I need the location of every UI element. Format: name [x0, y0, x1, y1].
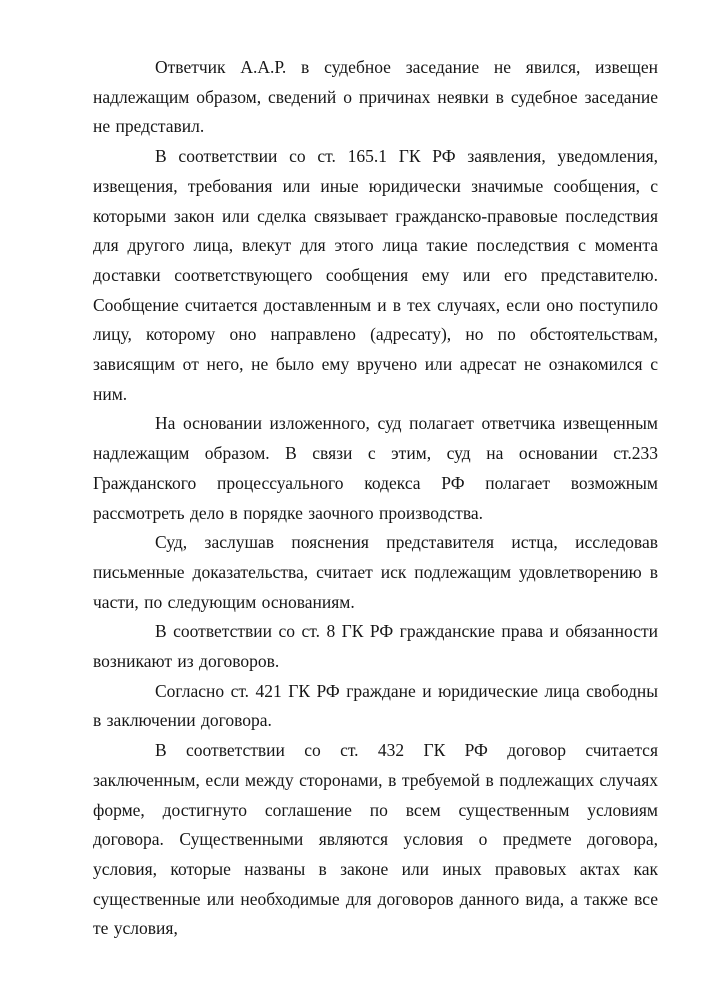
paragraph-respondent-absence: Ответчик А.А.Р. в судебное заседание не явился, извещен надлежащим образом, сведений о причинах неявки в судебное заседание не представил.: [93, 57, 658, 137]
paragraph-court-conclusion: Суд, заслушав пояснения представителя истца, исследовав письменные доказательства, считает иск подлежащим удовлетворению в части, по следующим основаниям.: [93, 532, 658, 612]
paragraph-art-8-gk-rf: В соответствии со ст. 8 ГК РФ гражданские права и обязанности возникают из договоров.: [93, 621, 658, 672]
document-text-block: [93, 53, 658, 944]
paragraph-art-233-gpk-rf: На основании изложенного, суд полагает ответчика извещенным надлежащим образом. В связи с этим, суд на основании ст.233 Гражданского процессуального кодекса РФ полагает возможным рассмотреть дело в порядке заочного производства.: [93, 413, 658, 523]
paragraph-art-165-1-gk-rf: В соответствии со ст. 165.1 ГК РФ заявления, уведомления, извещения, требования или иные юридически значимые сообщения, с которыми закон или сделка связывает гражданско-правовые последствия для другого лица, влекут для этого лица такие последствия с момента доставки соответствующего сообщения ему или его представителю. Сообщение считается доставленным и в тех случаях, если оно поступило лицу, которому оно направлено (адресату), но по обстоятельствам, зависящим от него, не было ему вручено или адресат не ознакомился с ним.: [93, 146, 658, 404]
paragraph-art-421-gk-rf: Согласно ст. 421 ГК РФ граждане и юридические лица свободны в заключении договора.: [93, 680, 658, 731]
paragraph-art-432-gk-rf: В соответствии со ст. 432 ГК РФ договор считается заключенным, если между сторонами, в требуемой в подлежащих случаях форме, достигнуто соглашение по всем существенным условиям договора. Существенными являются условия о предмете договора, условия, которые названы в законе или иных правовых актах как существенные или необходимые для договоров данного вида, а также все те условия,: [93, 740, 658, 939]
